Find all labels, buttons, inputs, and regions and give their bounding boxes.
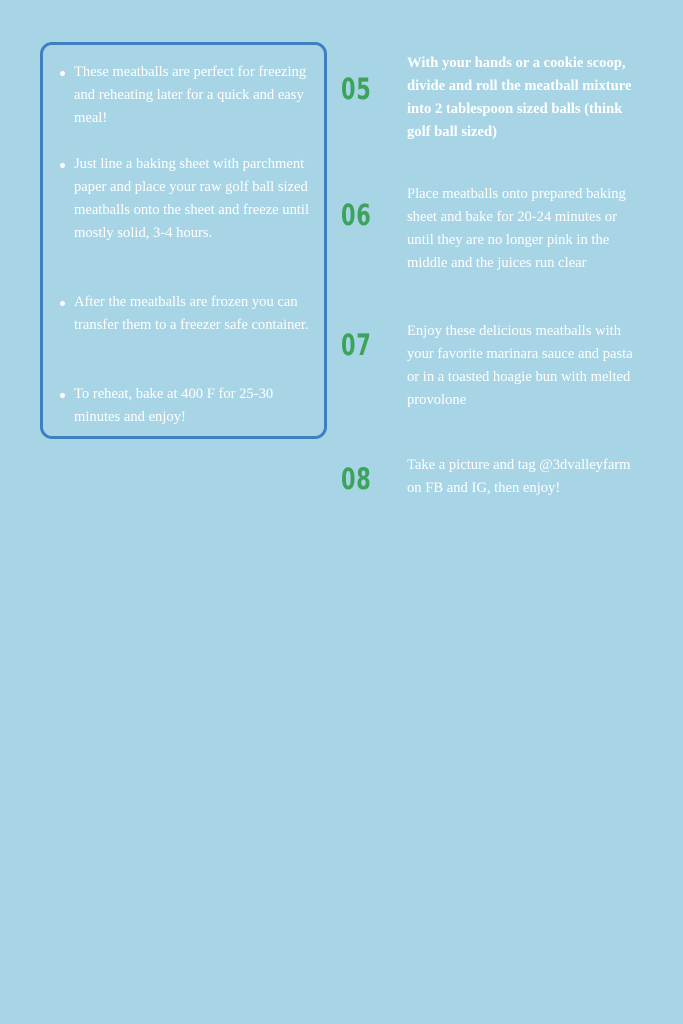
step-number-06: 06: [341, 198, 372, 232]
step-number-07: 07: [341, 328, 372, 362]
step-number-08: 08: [341, 462, 372, 496]
step-text-07: Enjoy these delicious meatballs with your favorite marinara sauce and pasta or in a toasted hoagie bun with melted provolone: [407, 323, 633, 408]
freezing-tips-box: [40, 42, 327, 439]
tip-item: These meatballs are perfect for freezing and reheating later for a quick and easy meal!: [58, 61, 310, 130]
step-text-06: Place meatballs onto prepared baking sheet and bake for 20-24 minutes or until they are no longer pink in the middle and the juices run clear: [407, 186, 626, 271]
step-number-05: 05: [341, 72, 372, 106]
tip-item: Just line a baking sheet with parchment paper and place your raw golf ball sized meatballs onto the sheet and freeze until mostly solid, 3-4 hours.: [58, 153, 310, 245]
tip-item: After the meatballs are frozen you can transfer them to a freezer safe container.: [58, 291, 310, 337]
tip-item: To reheat, bake at 400 F for 25-30 minutes and enjoy!: [58, 383, 310, 429]
step-text-08: Take a picture and tag @3dvalleyfarm on FB and IG, then enjoy!: [407, 457, 631, 496]
step-text-05: With your hands or a cookie scoop, divide and roll the meatball mixture into 2 tablespoon sized balls (think golf ball sized): [407, 55, 632, 140]
